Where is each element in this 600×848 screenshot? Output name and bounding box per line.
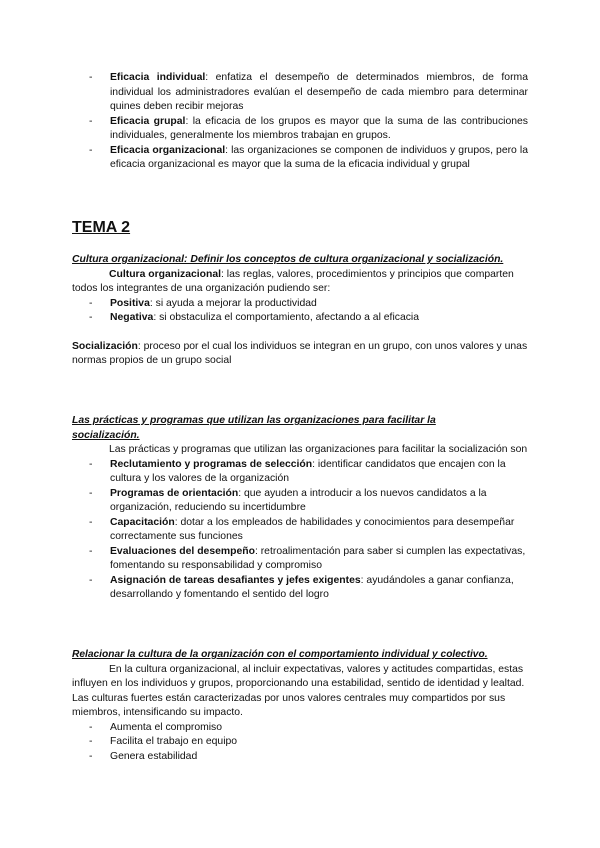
paragraph: Las prácticas y programas que utilizan las organizaciones para facilitar la socialización son	[109, 444, 528, 455]
list-dash: -	[89, 487, 93, 499]
list-term: Asignación de tareas desafiantes y jefes exigentes	[110, 574, 361, 586]
list-dash: -	[89, 721, 93, 733]
list-item	[72, 487, 530, 516]
list-dash: -	[89, 297, 93, 309]
list-text: : la eficacia de los grupos es mayor que la suma de las contribuciones individuales, generalmente los miembros trabajan en grupos.	[110, 115, 528, 141]
list-item	[72, 721, 530, 736]
section-1	[72, 253, 530, 369]
paragraph	[72, 340, 530, 369]
list-dash: -	[89, 458, 93, 470]
section-title: Relacionar la cultura de la organización con el comportamiento individual y colectivo.	[72, 649, 488, 660]
list-item	[72, 311, 530, 326]
list-dash: -	[89, 516, 93, 528]
list-text: : que ayuden a introducir a los nuevos candidatos a la organización, reduciendo su incertidumbre	[110, 487, 487, 513]
list-dash: -	[89, 72, 93, 83]
list-dash: -	[89, 750, 93, 762]
paragraph	[72, 268, 530, 297]
list-term: Capacitación	[110, 516, 175, 528]
list-dash: -	[89, 545, 93, 557]
paragraph-text: : proceso por el cual los individuos se integran en un grupo, con unos valores y unas normas propios de un grupo social	[72, 340, 528, 366]
list-text: : enfatiza el desempeño de determinados miembros, de forma individual los administradores evalúan el desempeño de cada miembro para determinar quines deben recibir mejoras	[110, 72, 528, 112]
list-text: : las organizaciones se componen de individuos y grupos, pero la eficacia organizacional es mayor que la suma de la eficacia individual y grupal	[110, 144, 529, 170]
list-text: : dotar a los empleados de habilidades y conocimientos para desempeñar correctamente sus funciones	[110, 516, 515, 542]
list-item	[72, 516, 530, 545]
list-item	[72, 115, 528, 144]
list-text: Genera estabilidad	[110, 750, 198, 762]
section-title: Cultura organizacional: Definir los conceptos de cultura organizacional y socialización.	[72, 254, 504, 265]
list-text: Facilita el trabajo en equipo	[110, 736, 238, 747]
list-term: Eficacia individual	[110, 72, 206, 83]
list-term: Eficacia grupal	[110, 115, 186, 127]
list-item	[72, 297, 530, 312]
paragraph-term: Socialización	[72, 340, 138, 352]
paragraph-text: : las reglas, valores, procedimientos y principios que comparten todos los integrantes de una organización pudiendo ser:	[72, 268, 514, 294]
list-term: Programas de orientación	[110, 487, 239, 499]
list-dash: -	[89, 115, 93, 127]
list-text: : identificar candidatos que encajen con la cultura y los valores de la organización	[110, 458, 506, 484]
paragraph: En la cultura organizacional, al incluir expectativas, valores y actitudes compartidas, estas influyen en los individuos y grupos, proporcionando una estabilidad, sentido de identidad y lealtad. Las culturas fuertes están caracterizadas por unos valores centrales muy compartidos por sus miembros, intensificando su impacto.	[72, 663, 525, 718]
list-dash: -	[89, 144, 93, 156]
list-text: : ayudándoles a ganar confianza, desarrollando y fomentando el sentido del logro	[110, 574, 514, 600]
list-dash: -	[89, 574, 93, 586]
list-text: : retroalimentación para saber si cumplen las expectativas, fomentando su responsabilidad y compromiso	[110, 545, 526, 571]
list-item	[72, 144, 528, 173]
list-term: Reclutamiento y programas de selección	[110, 458, 313, 470]
list-term: Positiva	[110, 297, 150, 309]
top-list	[72, 71, 528, 173]
list-text: Aumenta el compromiso	[110, 721, 223, 733]
list-item	[72, 458, 530, 487]
list-text: : si obstaculiza el comportamiento, afectando a al eficacia	[153, 312, 420, 323]
section-3	[72, 648, 530, 764]
list-term: Evaluaciones del desempeño	[110, 545, 255, 557]
list-dash: -	[89, 312, 93, 323]
list-text: : si ayuda a mejorar la productividad	[149, 297, 317, 309]
section-2	[72, 414, 530, 603]
page-heading: TEMA 2	[72, 219, 131, 236]
list-item	[72, 574, 530, 603]
list-term: Negativa	[110, 312, 154, 323]
list-item	[72, 71, 528, 115]
section-title: Las prácticas y programas que utilizan las organizaciones para facilitar la socialización.	[72, 415, 436, 441]
list-item	[72, 545, 530, 574]
list-term: Eficacia organizacional	[110, 144, 226, 156]
list-dash: -	[89, 736, 93, 747]
paragraph-term: Cultura organizacional	[109, 268, 222, 280]
list-item	[72, 735, 530, 750]
list-item	[72, 750, 530, 765]
